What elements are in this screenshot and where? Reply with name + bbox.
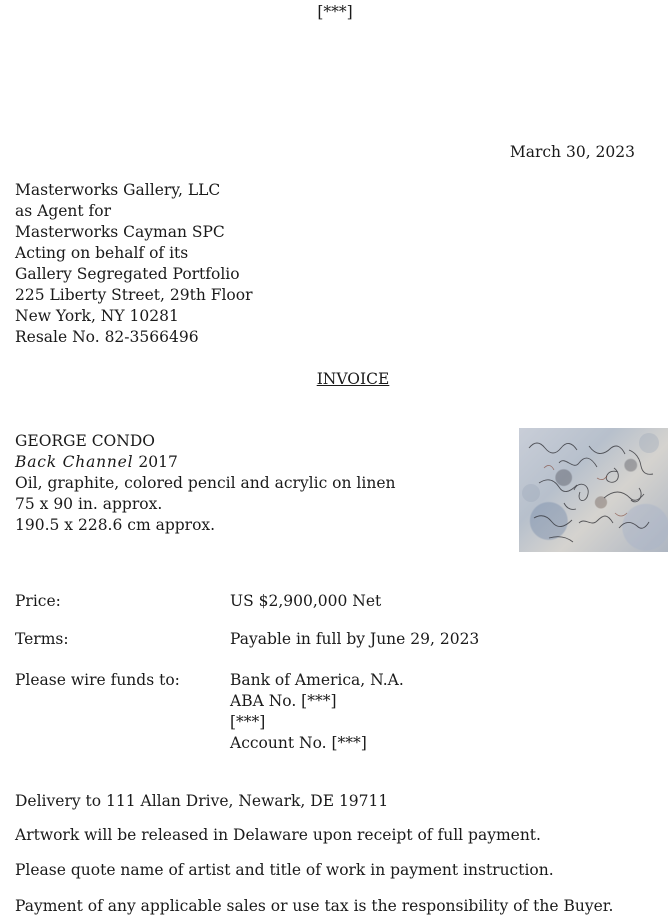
artwork-year: 2017 <box>138 453 178 471</box>
artwork-dimensions-cm: 190.5 x 228.6 cm approx. <box>15 516 216 534</box>
address-line: as Agent for <box>15 202 112 220</box>
artwork-title-line <box>15 452 395 473</box>
artwork-medium: Oil, graphite, colored pencil and acrylic on linen <box>15 474 396 492</box>
address-line: Gallery Segregated Portfolio <box>15 265 240 283</box>
address-line: New York, NY 10281 <box>15 307 179 325</box>
terms-value: Payable in full by June 29, 2023 <box>230 630 480 648</box>
artwork-dimensions-in: 75 x 90 in. approx. <box>15 495 163 513</box>
artwork-scribbles <box>519 428 668 552</box>
address-line: Masterworks Gallery, LLC <box>15 181 221 199</box>
wire-details <box>230 670 404 754</box>
bank-name: Bank of America, N.A. <box>230 671 404 689</box>
invoice-date: March 30, 2023 <box>509 143 635 161</box>
address-line: Acting on behalf of its <box>15 244 189 262</box>
invoice-title: INVOICE <box>316 370 390 388</box>
wire-label: Please wire funds to: <box>15 671 180 689</box>
artist-name: GEORGE CONDO <box>15 432 155 450</box>
price-value: US $2,900,000 Net <box>230 592 382 610</box>
artwork-details <box>15 431 395 536</box>
redacted-line: [***] <box>230 713 266 731</box>
address-line: Resale No. 82-3566496 <box>15 328 199 346</box>
terms-label: Terms: <box>15 630 69 648</box>
redaction-mark: [***] <box>317 3 353 21</box>
seller-address <box>15 180 253 348</box>
artwork-title: Back Channel <box>15 453 134 471</box>
payment-instruction-note: Please quote name of artist and title of work in payment instruction. <box>15 861 554 879</box>
delivery-note: Delivery to 111 Allan Drive, Newark, DE 19711 <box>15 792 389 810</box>
address-line: Masterworks Cayman SPC <box>15 223 225 241</box>
release-note: Artwork will be released in Delaware upon receipt of full payment. <box>15 826 541 844</box>
tax-note: Payment of any applicable sales or use tax is the responsibility of the Buyer. <box>15 897 614 915</box>
price-label: Price: <box>15 592 61 610</box>
address-line: 225 Liberty Street, 29th Floor <box>15 286 253 304</box>
aba-number: ABA No. [***] <box>230 692 337 710</box>
artwork-thumbnail <box>519 428 668 552</box>
account-number: Account No. [***] <box>230 734 367 752</box>
